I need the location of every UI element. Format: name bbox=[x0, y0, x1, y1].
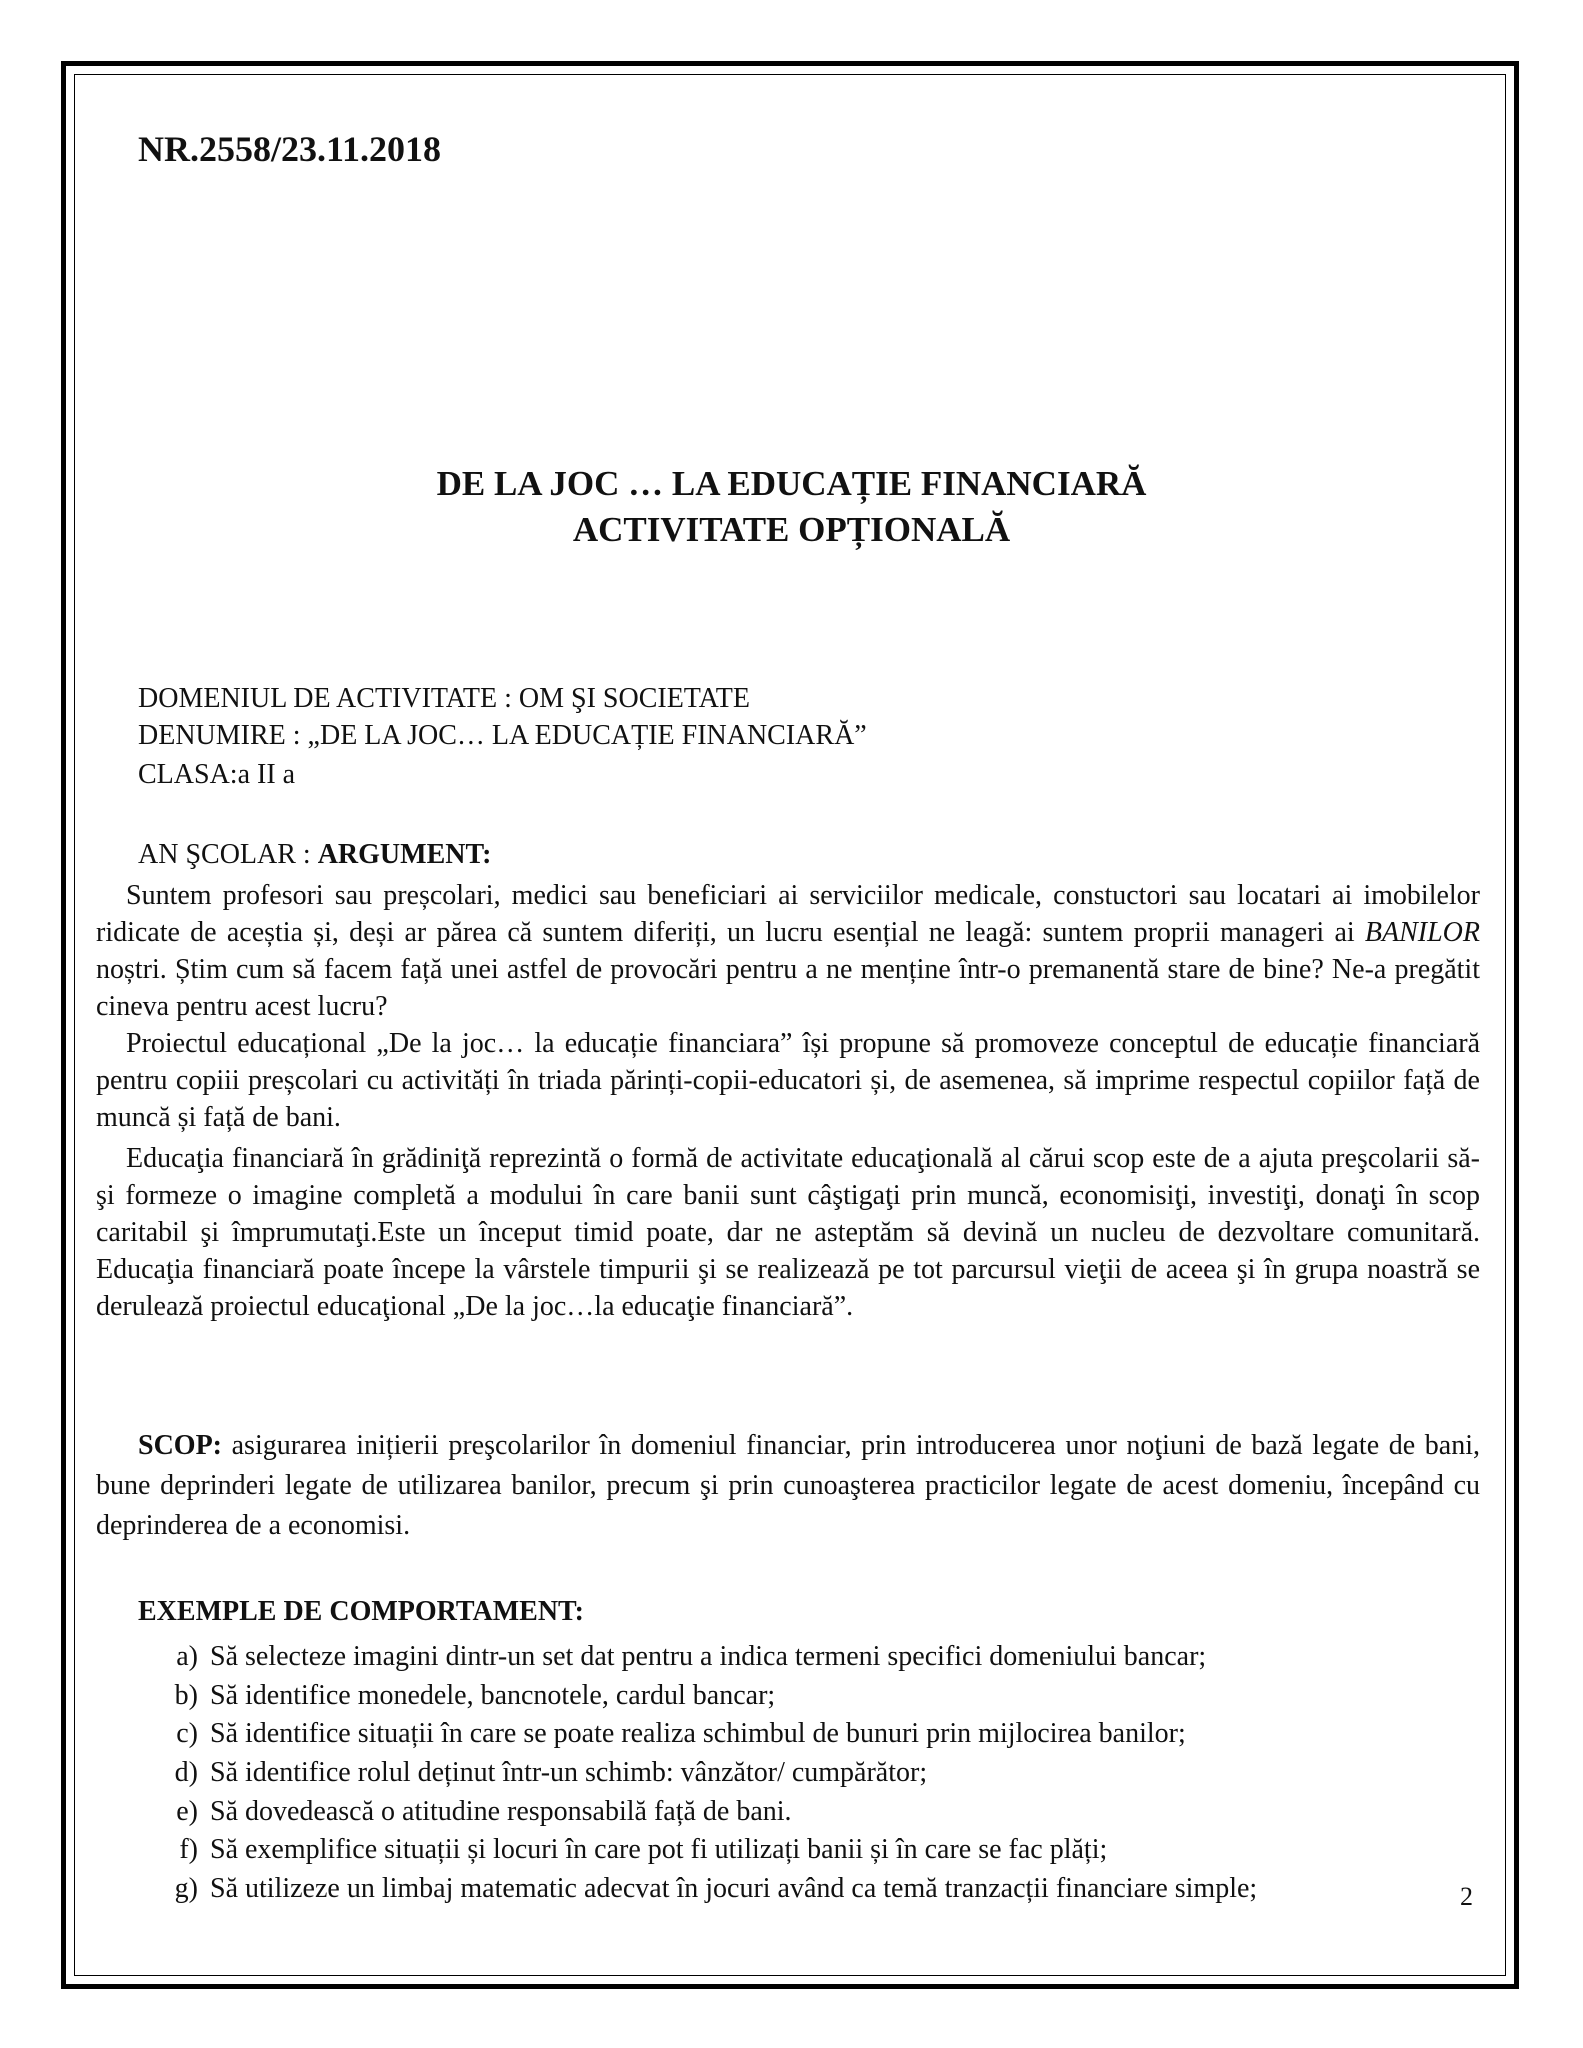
list-marker: b) bbox=[174, 1679, 198, 1711]
scope-text: asigurarea inițierii preşcolarilor în domeniul financiar, prin introducerea unor noţiuni de bază legate de bani, bune deprinderi legate de utilizarea banilor, precum şi prin cunoaşterea practicilor legate de acest domeniu, începând cu deprinderea de a economisi. bbox=[96, 1430, 1480, 1541]
examples-heading: EXEMPLE DE COMPORTAMENT: bbox=[138, 1596, 584, 1627]
list-item bbox=[150, 1638, 1257, 1677]
list-item bbox=[150, 1793, 1257, 1832]
scope-label: SCOP: bbox=[138, 1430, 222, 1461]
list-item bbox=[150, 1831, 1257, 1870]
list-marker: g) bbox=[174, 1873, 198, 1905]
list-item bbox=[150, 1677, 1257, 1716]
document-number: NR.2558/23.11.2018 bbox=[138, 129, 442, 169]
examples-list bbox=[150, 1638, 1257, 1909]
scope-paragraph bbox=[96, 1426, 1480, 1546]
document-subtitle: ACTIVITATE OPȚIONALĂ bbox=[572, 510, 1011, 549]
list-item bbox=[150, 1870, 1257, 1909]
banilor-emphasis: BANILOR bbox=[1364, 917, 1480, 948]
list-marker: e) bbox=[176, 1795, 198, 1827]
argument-paragraph-1 bbox=[96, 877, 1480, 1025]
document-title: DE LA JOC … LA EDUCAȚIE FINANCIARĂ bbox=[436, 464, 1147, 503]
list-item-text: Să exemplifice situații și locuri în care pot fi utilizați banii și în care se fac plăți; bbox=[210, 1834, 1108, 1866]
list-item-text: Să utilizeze un limbaj matematic adecvat în jocuri având ca temă tranzacții financiare simple; bbox=[210, 1873, 1258, 1905]
list-item-text: Să identifice rolul deținut într-un schimb: vânzător/ cumpărător; bbox=[210, 1757, 928, 1789]
list-item bbox=[150, 1715, 1257, 1754]
activity-domain: DOMENIUL DE ACTIVITATE : OM ŞI SOCIETATE bbox=[138, 683, 750, 714]
school-year-line bbox=[138, 839, 491, 871]
list-item bbox=[150, 1754, 1257, 1793]
argument-paragraph-2: Proiectul educațional „De la joc… la educație financiara” își propune să promoveze conceptul de educație financiară pentru copiii preșcolari cu activități în triada părinți-copii-educatori și, de asemenea, să imprime respectul copiilor față de muncă și față de bani. bbox=[96, 1028, 1480, 1133]
list-item-text: Să identifice monedele, bancnotele, cardul bancar; bbox=[210, 1679, 776, 1711]
class-label: CLASA:a II a bbox=[138, 759, 296, 790]
list-item-text: Să dovedească o atitudine responsabilă față de bani. bbox=[210, 1795, 792, 1827]
list-marker: c) bbox=[176, 1718, 198, 1750]
argument-text-end: noștri. Știm cum să facem față unei astfel de provocări pentru a ne menține într-o premanentă stare de bine? Ne-a pregătit cineva pentru acest lucru? bbox=[96, 954, 1480, 1022]
argument-text-start: Suntem profesori sau preșcolari, medici sau beneficiari ai serviciilor medicale, constuctori sau locatari ai imobilelor ridicate de aceștia și, deși ar părea că suntem diferiți, un lucru esențial ne leagă: suntem proprii manageri ai bbox=[96, 880, 1480, 948]
list-marker: f) bbox=[179, 1834, 198, 1866]
list-item-text: Să selecteze imagini dintr-un set dat pentru a indica termeni specifici domeniului bancar; bbox=[210, 1641, 1207, 1672]
list-marker: d) bbox=[174, 1757, 198, 1789]
argument-paragraph-3: Educaţia financiară în grădiniţă reprezintă o formă de activitate educaţională al cărui scop este de a ajuta preşcolarii să-şi formeze o imagine completă a modului în care banii sunt câştigaţi prin muncă, economisiţi, investiţi, donaţi în scop caritabil şi împrumutaţi.Este un început timid poate, dar ne asteptăm să devină un nucleu de dezvoltare comunitară. Educaţia financiară poate începe la vârstele timpurii şi se realizează pe tot parcursul vieţii de aceea şi în grupa noastră se derulează proiectul educaţional „De la joc…la educaţie financiară”. bbox=[96, 1143, 1480, 1322]
activity-name: DENUMIRE : „DE LA JOC… LA EDUCAȚIE FINANCIARĂ” bbox=[138, 720, 867, 751]
argument-heading: ARGUMENT: bbox=[317, 839, 492, 870]
list-item-text: Să identifice situații în care se poate realiza schimbul de bunuri prin mijlocirea banilor; bbox=[210, 1718, 1186, 1750]
list-marker: a) bbox=[176, 1641, 198, 1672]
page-number: 2 bbox=[1460, 1882, 1473, 1911]
school-year-label: AN ŞCOLAR : bbox=[138, 839, 318, 870]
